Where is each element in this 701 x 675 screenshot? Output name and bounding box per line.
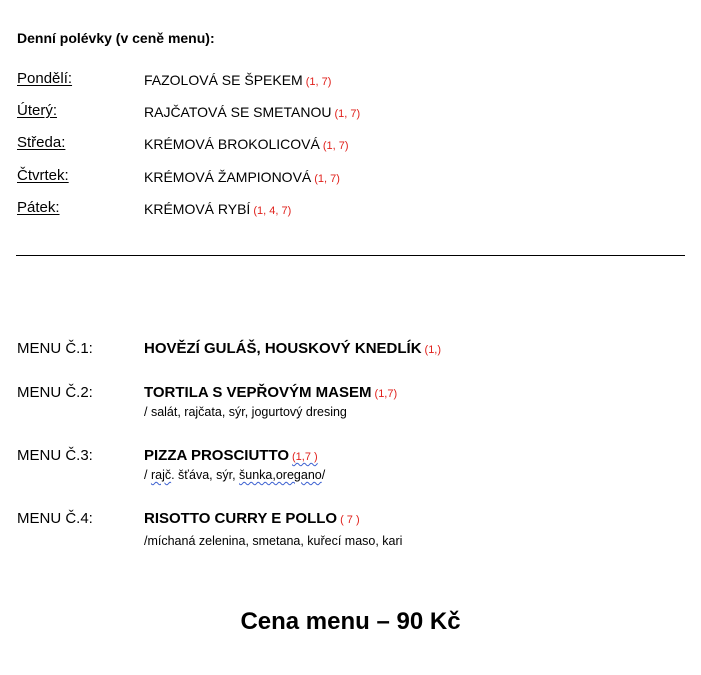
day-wednesday: Středa: <box>17 134 66 151</box>
soup-name: KRÉMOVÁ BROKOLICOVÁ <box>144 136 320 152</box>
soup-name: KRÉMOVÁ RYBÍ <box>144 201 251 217</box>
day-thursday: Čtvrtek: <box>17 167 69 184</box>
soup-wednesday <box>144 136 349 152</box>
menu-4-label: MENU Č.4: <box>17 510 93 527</box>
soup-friday <box>144 201 291 217</box>
menu-2-description: / salát, rajčata, sýr, jogurtový dresing <box>144 405 347 419</box>
menu-1-dish <box>144 340 441 357</box>
soup-name: RAJČATOVÁ SE SMETANOU <box>144 104 332 120</box>
dish-name: HOVĚZÍ GULÁŠ, HOUSKOVÝ KNEDLÍK <box>144 340 422 357</box>
allergen-codes: (1, 7) <box>314 173 340 185</box>
dish-name: PIZZA PROSCIUTTO <box>144 447 290 464</box>
soup-thursday <box>144 169 340 185</box>
desc-text: . šťáva, sýr, <box>171 468 240 482</box>
allergen-codes: (1, 7) <box>322 140 349 152</box>
day-monday: Pondělí: <box>17 70 73 87</box>
soup-tuesday <box>144 104 360 120</box>
allergen-codes: (1,7) <box>374 388 398 400</box>
soup-name: FAZOLOVÁ SE ŠPEKEM <box>144 72 303 88</box>
menu-4-dish <box>144 510 360 527</box>
menu-1-label: MENU Č.1: <box>17 340 93 357</box>
menu-3-description <box>144 468 325 482</box>
allergen-codes: (1, 7) <box>334 108 361 120</box>
menu-2-dish <box>144 384 397 401</box>
soups-heading: Denní polévky (v ceně menu): <box>17 30 215 46</box>
spellcheck-word: šunka,oregano <box>239 468 322 482</box>
menu-4-description: /míchaná zelenina, smetana, kuřecí maso, kari <box>144 534 403 548</box>
spellcheck-word: rajč <box>150 468 172 482</box>
soup-name: KRÉMOVÁ ŽAMPIONOVÁ <box>144 169 312 185</box>
section-divider <box>16 255 685 256</box>
dish-name: RISOTTO CURRY E POLLO <box>144 510 338 527</box>
menu-3-label: MENU Č.3: <box>17 447 93 464</box>
desc-text: / <box>144 468 151 482</box>
allergen-codes: (1, 4, 7) <box>253 205 292 217</box>
menu-2-label: MENU Č.2: <box>17 384 93 401</box>
allergen-codes: (1,7 ) <box>292 451 318 463</box>
allergen-codes: (1,) <box>424 344 442 356</box>
allergen-codes: (1, 7) <box>305 76 332 88</box>
soup-monday <box>144 72 331 88</box>
allergen-codes: ( 7 ) <box>340 514 360 526</box>
day-tuesday: Úterý: <box>17 102 58 119</box>
dish-name: TORTILA S VEPŘOVÝM MASEM <box>144 384 372 401</box>
day-friday: Pátek: <box>17 199 60 216</box>
menu-3-dish <box>144 447 318 464</box>
desc-text: / <box>321 468 326 482</box>
menu-price: Cena menu – 90 Kč <box>240 608 461 635</box>
